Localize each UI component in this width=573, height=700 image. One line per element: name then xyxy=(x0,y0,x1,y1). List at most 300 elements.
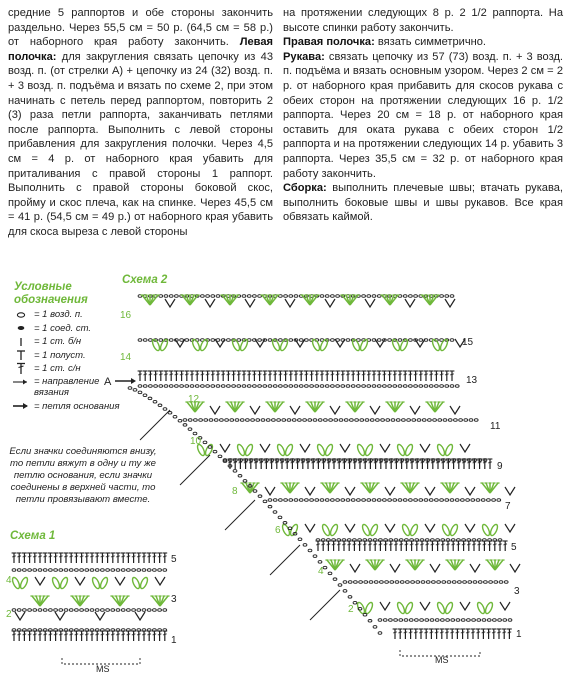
chain-mark xyxy=(284,385,288,388)
chain-mark xyxy=(277,419,281,422)
chain-mark xyxy=(33,629,37,632)
v-mark xyxy=(380,602,390,610)
fan-mark xyxy=(440,483,459,493)
double-crochet-mark xyxy=(100,631,105,641)
chain-mark xyxy=(378,619,382,622)
double-crochet-mark xyxy=(147,631,152,641)
chain-mark xyxy=(391,419,395,422)
chain-mark xyxy=(377,385,381,388)
chain-mark xyxy=(348,581,352,584)
chain-mark xyxy=(143,385,147,388)
double-crochet-mark xyxy=(399,541,404,551)
chain-mark xyxy=(201,295,205,298)
chain-mark xyxy=(214,419,218,422)
chain-mark xyxy=(461,619,465,622)
leaf-mark xyxy=(361,523,379,536)
chain-mark xyxy=(478,581,482,584)
double-crochet-mark xyxy=(174,371,179,381)
chain-mark xyxy=(33,569,37,572)
chain-mark xyxy=(121,609,125,612)
v-mark xyxy=(465,487,475,495)
double-crochet-mark xyxy=(326,541,331,551)
chain-mark xyxy=(158,609,162,612)
chain-mark xyxy=(474,419,478,422)
chain-mark xyxy=(85,609,89,612)
chain-mark xyxy=(126,609,130,612)
double-crochet-mark xyxy=(48,553,53,563)
chain-mark xyxy=(111,569,115,572)
fan-mark xyxy=(480,483,499,493)
chain-mark xyxy=(376,419,380,422)
double-crochet-mark xyxy=(336,541,341,551)
double-crochet-mark xyxy=(195,371,200,381)
v-mark xyxy=(265,487,275,495)
chain-mark xyxy=(164,385,168,388)
double-crochet-mark xyxy=(131,553,136,563)
chain-mark xyxy=(308,419,312,422)
chain-mark xyxy=(199,419,203,422)
double-crochet-mark xyxy=(403,629,408,639)
chain-mark xyxy=(443,419,447,422)
leaf-mark xyxy=(481,523,499,536)
v-mark xyxy=(420,444,430,452)
double-crochet-mark xyxy=(314,371,319,381)
chain-mark xyxy=(218,455,222,458)
chain-mark xyxy=(438,419,442,422)
fan-mark xyxy=(385,402,404,412)
chain-mark xyxy=(440,385,444,388)
double-crochet-mark xyxy=(409,541,414,551)
note-text: Если значки соединяются внизу, то петли вяжут в одну и ту же петлю основания, если значки соединены в верхней части, то петли провязывают вместе. xyxy=(9,446,157,505)
v-mark xyxy=(335,339,345,347)
double-crochet-mark xyxy=(299,371,304,381)
chain-mark xyxy=(137,569,141,572)
chain-mark xyxy=(106,609,110,612)
chain-mark xyxy=(473,581,477,584)
double-crochet-mark xyxy=(268,371,273,381)
chain-mark xyxy=(394,619,398,622)
v-mark xyxy=(220,444,230,452)
chain-mark xyxy=(225,419,229,422)
chain-mark xyxy=(398,339,402,342)
chain-mark xyxy=(402,419,406,422)
chain-mark xyxy=(377,339,381,342)
chain-mark xyxy=(95,569,99,572)
chain-mark xyxy=(54,629,58,632)
chain-mark xyxy=(324,419,328,422)
chain-mark xyxy=(468,581,472,584)
chain-mark xyxy=(153,609,157,612)
chain-mark xyxy=(461,499,465,502)
double-crochet-mark xyxy=(22,631,27,641)
v-mark xyxy=(75,577,85,585)
double-crochet-mark xyxy=(164,371,169,381)
double-crochet-mark xyxy=(352,541,357,551)
chain-mark xyxy=(116,629,120,632)
chain-mark xyxy=(213,450,217,453)
chain-mark xyxy=(367,499,371,502)
chain-mark xyxy=(230,419,234,422)
chain-mark xyxy=(456,619,460,622)
v-mark xyxy=(425,487,435,495)
chain-mark xyxy=(237,385,241,388)
leaf-mark xyxy=(236,443,254,456)
fan-mark xyxy=(360,483,379,493)
chain-mark xyxy=(367,385,371,388)
chain-mark xyxy=(59,629,63,632)
fan-mark xyxy=(280,483,299,493)
chain-mark xyxy=(399,619,403,622)
double-crochet-mark xyxy=(136,631,141,641)
chain-mark xyxy=(368,620,372,623)
chain-mark xyxy=(398,385,402,388)
double-crochet-mark xyxy=(316,541,321,551)
chain-mark xyxy=(409,385,413,388)
double-crochet-mark xyxy=(419,629,424,639)
chain-mark xyxy=(12,609,16,612)
chain-mark xyxy=(211,385,215,388)
double-crochet-mark xyxy=(84,631,89,641)
double-crochet-mark xyxy=(74,553,79,563)
double-crochet-mark xyxy=(394,541,399,551)
double-crochet-mark xyxy=(95,631,100,641)
chain-mark xyxy=(310,385,314,388)
chain-mark xyxy=(23,609,27,612)
chain-mark xyxy=(147,609,151,612)
double-crochet-mark xyxy=(439,371,444,381)
chain-mark xyxy=(360,419,364,422)
leaf-mark xyxy=(396,601,414,614)
chain-mark xyxy=(341,385,345,388)
double-crochet-mark xyxy=(424,629,429,639)
chain-mark xyxy=(159,339,163,342)
double-crochet-mark xyxy=(444,371,449,381)
chain-mark xyxy=(195,385,199,388)
chain-mark xyxy=(246,419,250,422)
double-crochet-mark xyxy=(17,553,22,563)
chain-mark xyxy=(370,419,374,422)
chain-mark xyxy=(466,499,470,502)
v-mark xyxy=(450,406,460,414)
chain-mark xyxy=(336,499,340,502)
chain-mark xyxy=(282,419,286,422)
chain-mark xyxy=(487,499,491,502)
chain-mark xyxy=(365,419,369,422)
chain-mark xyxy=(388,339,392,342)
chain-mark xyxy=(425,619,429,622)
fan-mark xyxy=(30,596,49,606)
leaf-mark xyxy=(51,576,69,589)
double-crochet-mark xyxy=(398,371,403,381)
double-crochet-mark xyxy=(404,541,409,551)
double-crochet-mark xyxy=(482,541,487,551)
chain-mark xyxy=(243,480,247,483)
chain-mark xyxy=(471,499,475,502)
double-crochet-mark xyxy=(408,629,413,639)
v-mark xyxy=(465,524,475,532)
double-crochet-mark xyxy=(362,541,367,551)
chain-mark xyxy=(206,295,210,298)
legend-title: Условные обозначения xyxy=(14,281,88,306)
chain-mark xyxy=(201,385,205,388)
chain-mark xyxy=(419,499,423,502)
v-mark xyxy=(205,299,215,307)
double-crochet-mark xyxy=(507,629,512,639)
double-crochet-mark xyxy=(53,631,58,641)
double-crochet-mark xyxy=(27,631,32,641)
chain-mark xyxy=(38,629,42,632)
double-crochet-mark xyxy=(425,541,430,551)
double-crochet-mark xyxy=(121,553,126,563)
double-crochet-mark xyxy=(472,541,477,551)
chain-mark xyxy=(499,581,503,584)
chain-mark xyxy=(69,629,73,632)
double-crochet-mark xyxy=(378,541,383,551)
chain-mark xyxy=(59,609,63,612)
double-crochet-mark xyxy=(58,553,63,563)
chain-mark xyxy=(437,581,441,584)
chain-mark xyxy=(206,385,210,388)
double-crochet-mark xyxy=(152,631,157,641)
v-mark xyxy=(505,487,515,495)
chain-mark xyxy=(283,521,287,524)
chain-mark xyxy=(450,499,454,502)
chain-mark xyxy=(289,339,293,342)
v-mark xyxy=(370,406,380,414)
chain-mark xyxy=(148,397,152,400)
chain-mark xyxy=(346,385,350,388)
chain-mark xyxy=(273,385,277,388)
fan-mark xyxy=(420,295,439,305)
row-number: 8 xyxy=(232,486,238,497)
chain-mark xyxy=(424,385,428,388)
chain-mark xyxy=(121,629,125,632)
chain-mark xyxy=(357,499,361,502)
double-crochet-mark xyxy=(126,631,131,641)
chain-mark xyxy=(101,569,105,572)
chain-mark xyxy=(247,385,251,388)
sleeve-heading: Рукава: xyxy=(283,50,325,63)
double-crochet-mark xyxy=(69,631,74,641)
chain-mark xyxy=(85,569,89,572)
row-number: 5 xyxy=(511,542,517,553)
chain-mark xyxy=(305,385,309,388)
scheme1-title: Схема 1 xyxy=(10,530,56,542)
double-crochet-mark xyxy=(413,371,418,381)
double-crochet-mark xyxy=(356,371,361,381)
chain-mark xyxy=(116,569,120,572)
chain-mark xyxy=(428,419,432,422)
chain-mark xyxy=(378,632,382,635)
chain-mark xyxy=(403,385,407,388)
chain-mark xyxy=(303,419,307,422)
chain-mark xyxy=(381,419,385,422)
v-mark xyxy=(15,612,25,620)
chain-mark xyxy=(43,629,47,632)
double-crochet-mark xyxy=(331,541,336,551)
v-mark xyxy=(430,564,440,572)
leaf-mark xyxy=(391,338,409,351)
direction-arrow xyxy=(310,590,340,620)
chain-mark xyxy=(325,499,329,502)
row-number: 5 xyxy=(171,554,177,565)
leaf-mark xyxy=(436,443,454,456)
double-crochet-mark xyxy=(247,371,252,381)
leaf-mark xyxy=(276,443,294,456)
double-crochet-mark xyxy=(418,371,423,381)
chain-mark xyxy=(450,385,454,388)
chain-mark xyxy=(138,339,142,342)
chain-mark xyxy=(111,609,115,612)
chain-mark xyxy=(268,505,272,508)
chain-mark xyxy=(318,419,322,422)
chain-mark xyxy=(459,419,463,422)
scheme2-title: Схема 2 xyxy=(122,274,168,286)
chain-mark xyxy=(284,499,288,502)
double-crochet-mark xyxy=(252,371,257,381)
fan-mark xyxy=(265,402,284,412)
chain-mark xyxy=(389,619,393,622)
fan-mark xyxy=(485,560,504,570)
double-crochet-mark xyxy=(420,541,425,551)
v-mark xyxy=(405,299,415,307)
double-crochet-mark xyxy=(95,553,100,563)
double-crochet-mark xyxy=(43,553,48,563)
chain-mark xyxy=(240,419,244,422)
double-crochet-mark xyxy=(503,541,508,551)
chain-mark xyxy=(106,569,110,572)
chain-mark xyxy=(373,626,377,629)
chain-mark xyxy=(440,499,444,502)
double-crochet-mark xyxy=(200,371,205,381)
double-crochet-mark xyxy=(184,371,189,381)
chain-mark xyxy=(380,581,384,584)
double-crochet-mark xyxy=(12,553,17,563)
double-crochet-mark xyxy=(491,629,496,639)
chain-mark xyxy=(383,499,387,502)
chain-mark xyxy=(441,619,445,622)
chain-mark xyxy=(338,584,342,587)
double-crochet-mark xyxy=(32,553,37,563)
chain-mark xyxy=(175,385,179,388)
chain-mark xyxy=(435,619,439,622)
chain-mark xyxy=(208,446,212,449)
v-mark xyxy=(385,487,395,495)
v-mark xyxy=(445,299,455,307)
chain-mark xyxy=(220,419,224,422)
v-mark xyxy=(55,612,65,620)
chain-mark xyxy=(80,629,84,632)
chain-mark xyxy=(508,619,512,622)
chain-mark xyxy=(272,419,276,422)
chain-mark xyxy=(101,629,105,632)
chain-mark xyxy=(169,339,173,342)
chain-mark xyxy=(477,619,481,622)
sleeve-text: связать цепочку из 57 (73) возд. п. + 3 возд. п. подъёма и вязать основным узором. Через 2 см = 2 р. от наборного края прибавить для скосов рукава с обеих сторон на протяжении следующих 16 р. 1/2 раппорта. Через 20 см = 18 р. от наборного края оставить для оката рукава с обеих сторон 1/2 раппорта и на протяжении следующих 14 р. убавить 3 раппорта. Через 35,5 см = 32 р. от наборного края работу закончить. xyxy=(283,50,563,180)
double-crochet-mark xyxy=(273,371,278,381)
v-mark xyxy=(345,524,355,532)
chain-mark xyxy=(17,629,21,632)
double-crochet-mark xyxy=(502,629,507,639)
chain-mark xyxy=(415,619,419,622)
chain-mark xyxy=(476,499,480,502)
v-mark xyxy=(510,564,520,572)
chain-mark xyxy=(315,499,319,502)
chain-mark xyxy=(419,339,423,342)
double-crochet-mark xyxy=(461,541,466,551)
double-crochet-mark xyxy=(27,553,32,563)
double-crochet-mark xyxy=(434,629,439,639)
chain-mark xyxy=(403,295,407,298)
chain-mark xyxy=(346,339,350,342)
chain-mark xyxy=(185,385,189,388)
chain-mark xyxy=(339,419,343,422)
v-mark xyxy=(420,602,430,610)
chain-mark xyxy=(38,569,42,572)
chain-mark xyxy=(221,385,225,388)
chain-mark xyxy=(159,385,163,388)
chain-mark xyxy=(294,385,298,388)
chain-mark xyxy=(336,385,340,388)
double-crochet-mark xyxy=(157,631,162,641)
double-crochet-mark xyxy=(105,553,110,563)
chain-mark xyxy=(464,419,468,422)
double-crochet-mark xyxy=(408,371,413,381)
chain-mark xyxy=(183,419,187,422)
chain-mark xyxy=(132,629,136,632)
v-mark xyxy=(390,564,400,572)
fan-mark xyxy=(220,295,239,305)
double-crochet-mark xyxy=(110,553,115,563)
fan-mark xyxy=(225,402,244,412)
chain-mark xyxy=(258,385,262,388)
double-crochet-mark xyxy=(131,631,136,641)
chain-mark xyxy=(310,499,314,502)
chain-mark xyxy=(414,385,418,388)
double-crochet-mark xyxy=(325,371,330,381)
double-crochet-mark xyxy=(22,553,27,563)
double-crochet-mark xyxy=(398,629,403,639)
chain-mark xyxy=(447,581,451,584)
chain-mark xyxy=(492,499,496,502)
chain-mark xyxy=(193,432,197,435)
double-crochet-mark xyxy=(498,541,503,551)
v-mark xyxy=(135,612,145,620)
chain-mark xyxy=(258,339,262,342)
double-crochet-mark xyxy=(12,631,17,641)
double-crochet-mark xyxy=(460,629,465,639)
chain-mark xyxy=(164,295,168,298)
chain-mark xyxy=(351,499,355,502)
chain-mark xyxy=(400,581,404,584)
chain-mark xyxy=(80,569,84,572)
chain-mark xyxy=(111,629,115,632)
row-number: 4 xyxy=(318,566,324,577)
chain-mark xyxy=(353,601,357,604)
chain-mark xyxy=(279,339,283,342)
chain-mark xyxy=(180,339,184,342)
leaf-mark xyxy=(396,443,414,456)
chain-mark xyxy=(263,500,267,503)
v-mark xyxy=(305,524,315,532)
double-crochet-mark xyxy=(430,541,435,551)
legend-item: = 1 возд. п. xyxy=(8,308,126,322)
chain-mark xyxy=(430,619,434,622)
chain-mark xyxy=(227,339,231,342)
chain-mark xyxy=(279,385,283,388)
chain-mark xyxy=(256,419,260,422)
chain-mark xyxy=(393,385,397,388)
